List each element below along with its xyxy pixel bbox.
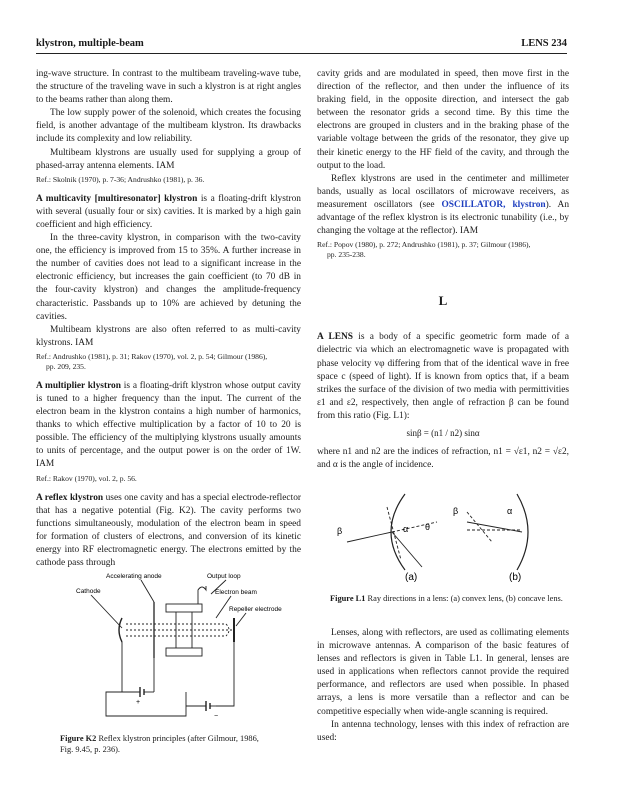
caption-text: Ray directions in a lens: (a) convex lens, (b) concave lens. <box>365 594 563 603</box>
label-beta-b: β <box>453 506 459 516</box>
paragraph: ing-wave structure. In contrast to the multibeam traveling-wave tube, the structure of the traveling wave in such a klystron is at right angles to the beams rather than along them. <box>36 69 301 106</box>
incident-ray <box>347 532 392 542</box>
figure-l1 <box>317 492 569 587</box>
label-theta: θ <box>425 522 431 532</box>
reference: Ref.: Skolnik (1970), p. 7-36; Andrushko (1981), p. 36. <box>36 174 205 184</box>
paragraph: cavity grids and are modulated in speed, then move first in the direction of the reflector, and then under the influence of its braking field, in the opposite direction, and intersect the gab between the resonator grids a second time. By this time the electrons are grouped in clusters and in the braking phase of the variable voltage between the grids of the resonator, they give up their kinetic energy to the HF field of the cavity, and through the output to the load. <box>317 69 569 171</box>
paragraph-text: ). An advantage of the reflex klystron is its electronic tunability (i.e., by changing the voltage at the reflector). IAM <box>317 199 570 237</box>
entry-term: A multiplier klystron <box>36 380 121 391</box>
incident-ray <box>467 522 522 532</box>
figure-k2-caption <box>60 733 300 755</box>
caption-label: Figure L1 <box>330 594 366 603</box>
entry-multicavity <box>36 193 301 232</box>
entry-term: A LENS <box>317 332 353 343</box>
right-column <box>317 68 569 472</box>
cathode-shape <box>119 618 122 642</box>
reference-line: Ref.: Popov (1980), p. 272; Andrushko (1981), p. 37; Gilmour (1986), <box>317 240 531 250</box>
snell-equation: sinβ = (n1 / n2) sinα <box>406 427 480 438</box>
label-electron-beam: Electron beam <box>215 589 257 596</box>
header-rule <box>36 53 567 54</box>
entry-reflex <box>36 492 301 571</box>
cavity-top <box>166 604 202 612</box>
label-minus: − <box>214 713 219 720</box>
entry-text: is a floating-drift klystron whose output cavity is tuned to a higher frequency than the input. The current of the electron beam in the klystron contains a high number of harmonics, thanks to which effective multiplication by a factor of 10 to 20 is possible. The efficiency of the multiplying klystrons usually amounts to units of percentage, and the output power is on the order of 1W. IAM <box>36 380 301 470</box>
running-header-right: LENS 234 <box>521 38 567 49</box>
entry-text: is a body of a specific geometric form made of a dielectric via which an electromagnetic wave is propagated with phase velocity vφ differing from that of the identical wave in free space c (speed of light). If is known from optics that, if a beam strikes the surface of the division of two media with permittivities ε1 and ε2, respectively, then angle of refraction β can be found from this ratio (Fig. L1): <box>317 332 569 421</box>
caption-text: Fig. 9.45, p. 236). <box>60 745 121 754</box>
label-cathode: Cathode <box>76 588 101 595</box>
reference-line: pp. 209, 235. <box>46 361 86 371</box>
cavity-bottom <box>166 648 202 656</box>
entry-term: A multicavity [multiresonator] klystron <box>36 193 198 204</box>
leader-cathode <box>91 595 122 628</box>
left-column <box>36 68 301 570</box>
normal-line <box>467 512 492 542</box>
entry-text: uses one cavity and has a special electrode-reflector that has a negative potential (Fig. K2). The cavity performs two functions simultaneously, modulation of the electron beam in speed for formation of clusters of electrons, and conversion of its kinetic energy into RF electromagnetic energy. The electrons emitted by the cathode pass through <box>36 492 302 568</box>
reflex-klystron-diagram <box>36 566 301 726</box>
paragraph <box>317 173 569 238</box>
circuit-wire <box>216 642 234 706</box>
leader-repeller <box>236 613 246 626</box>
paragraph: In the three-cavity klystron, in comparison with the two-cavity one, the efficiency is improved from 15 to 35%. A further increase in the number of cavities does not lead to a significant increase in the electronic efficiency, but increases the gain coefficient (to 70 dB in the four-cavity klystron) and changes the amplitude-frequency characteristic. Passbands up to 10% are achieved by detuning the cavities. <box>36 233 301 322</box>
leader-anode <box>141 580 154 602</box>
paragraph: Multibeam klystrons are usually used for supplying a group of phased-array antenna elements. IAM <box>36 147 301 171</box>
entry-lens <box>317 331 569 423</box>
section-heading: L <box>438 293 448 309</box>
reference-line: pp. 235-238. <box>327 250 366 260</box>
label-plus: + <box>136 699 141 706</box>
label-b: (b) <box>509 572 522 583</box>
paragraph: Lenses, along with reflectors, are used as collimating elements in microwave antennas. A comparison of the basic features of lenses and reflectors is given in Table L1. In general, lenses are used in applications when reflectors cannot provide the required performance, and reflectors are used when possible. In phased arrays, a lens is more versatile than a reflector and can be competitive especially when wide-angle scanning is required. <box>317 628 569 717</box>
label-accelerating-anode: Accelerating anode <box>106 573 162 580</box>
caption-text: Reflex klystron principles (after Gilmour, 1986, <box>96 734 259 743</box>
entry-text: is a floating-drift klystron with several (usually four or six) cavities. It is marked by a high gain coefficient and high efficiency. <box>36 193 301 230</box>
paragraph: In antenna technology, lenses with this index of refraction are used: <box>317 719 569 743</box>
entry-multiplier <box>36 380 301 472</box>
extension-line <box>392 522 437 532</box>
entry-term: A reflex klystron <box>36 492 104 503</box>
reference <box>317 240 569 260</box>
reference <box>36 352 301 372</box>
reference: Ref.: Rakov (1970), vol. 2, p. 56. <box>36 473 137 483</box>
concave-lens-surface <box>517 494 528 570</box>
refracted-ray <box>392 532 422 567</box>
lens-ray-diagram <box>317 492 569 587</box>
figure-k2 <box>36 566 301 726</box>
paragraph-text: Reflex klystrons are used in the centimeter and millimeter bands, usually as local oscillators of microwave receivers, as measurement oscillators (see <box>317 173 569 210</box>
label-alpha-b: α <box>507 506 513 516</box>
circuit-wire <box>106 642 186 716</box>
label-a: (a) <box>405 572 418 583</box>
running-header-left: klystron, multiple-beam <box>36 38 144 49</box>
output-loop <box>198 586 206 604</box>
reference-line: Ref.: Andrushko (1981), p. 31; Rakov (1970), vol. 2, p. 54; Gilmour (1986), <box>36 351 268 361</box>
paragraph: Multibeam klystrons are also often referred to as multi-cavity klystrons. IAM <box>36 324 301 348</box>
right-column-lower <box>317 627 569 745</box>
label-output-loop: Output loop <box>207 573 241 580</box>
figure-l1-caption <box>330 593 570 604</box>
cross-reference-link[interactable]: OSCILLATOR, klystron <box>441 199 546 210</box>
label-alpha-a: α <box>403 524 409 534</box>
caption-label: Figure K2 <box>60 734 97 743</box>
label-repeller-electrode: Repeller electrode <box>229 606 282 613</box>
label-beta-a: β <box>337 526 343 536</box>
paragraph: The low supply power of the solenoid, which creates the focusing field, is another advantage of the multibeam klystron. Its drawbacks include its complexity and low reliability. <box>36 108 301 145</box>
paragraph: where n1 and n2 are the indices of refraction, n1 = √ε1, n2 = √ε2, and α is the angle of incidence. <box>317 447 569 471</box>
